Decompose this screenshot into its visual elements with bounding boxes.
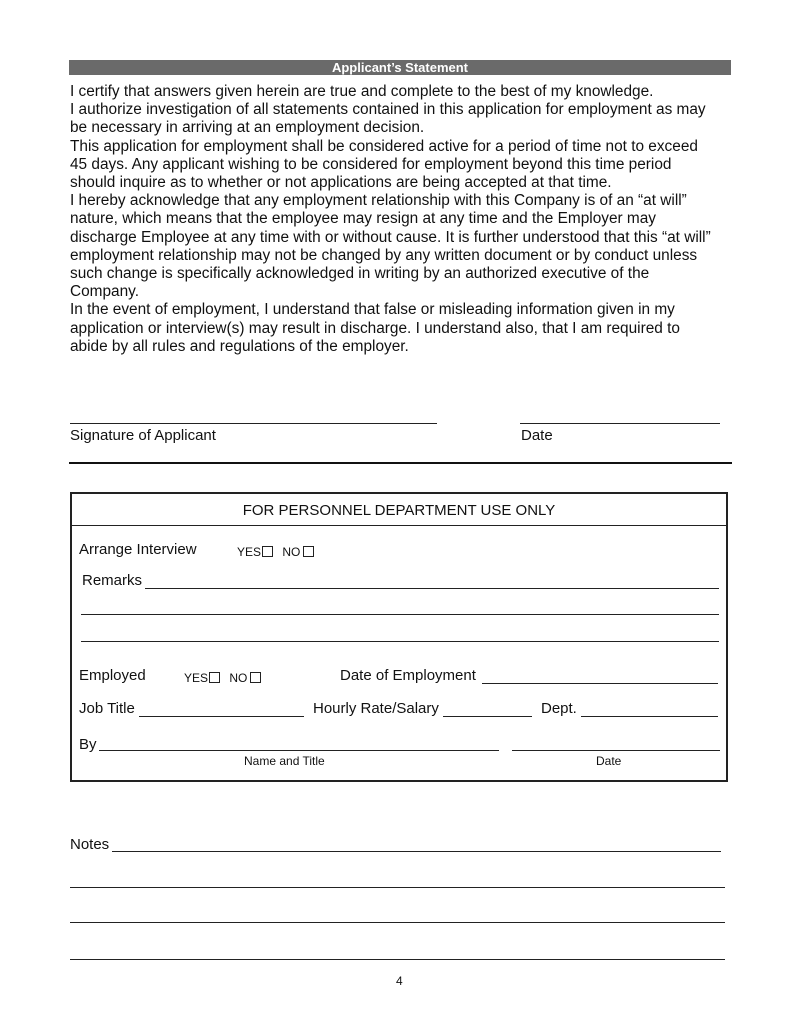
statement-text — [70, 83, 740, 356]
signature-date-field[interactable] — [520, 423, 720, 424]
statement-line: application or interview(s) may result in discharge. I understand also, that I am required to — [70, 319, 680, 337]
statement-line: In the event of employment, I understand that false or misleading information given in my — [70, 301, 675, 319]
interview-no-checkbox[interactable] — [303, 546, 314, 557]
statement-line: I authorize investigation of all statements contained in this application for employment as may — [70, 101, 706, 119]
employed-yes-label: YES — [184, 671, 209, 685]
dept-field[interactable] — [581, 716, 718, 717]
notes-field-line-4[interactable] — [70, 959, 725, 960]
section-divider — [69, 462, 732, 464]
by-date-caption: Date — [596, 754, 622, 768]
statement-line: be necessary in arriving at an employment decision. — [70, 119, 425, 137]
interview-yes-checkbox[interactable] — [262, 546, 273, 557]
hourly-rate-field[interactable] — [443, 716, 532, 717]
date-of-employment-label: Date of Employment — [340, 667, 476, 684]
by-name-title-field[interactable] — [99, 750, 499, 751]
statement-line: I certify that answers given herein are true and complete to the best of my knowledge. — [70, 83, 654, 100]
statement-line: employment relationship may not be changed by any written document or by conduct unless — [70, 246, 698, 264]
arrange-interview-label: Arrange Interview — [79, 541, 197, 558]
remarks-field-line-2[interactable] — [81, 614, 719, 615]
personnel-box-title: FOR PERSONNEL DEPARTMENT USE ONLY — [72, 494, 726, 526]
notes-field-line-1[interactable] — [112, 851, 721, 852]
page-number: 4 — [396, 974, 403, 988]
statement-line: This application for employment shall be considered active for a period of time not to exceed — [70, 137, 698, 155]
employed-no-label: NO — [229, 671, 248, 685]
name-and-title-caption: Name and Title — [244, 754, 325, 768]
statement-line: discharge Employee at any time with or without cause. It is further understood that this “at will” — [70, 228, 711, 246]
notes-label: Notes — [70, 836, 110, 853]
hourly-rate-label: Hourly Rate/Salary — [313, 700, 439, 717]
statement-line: 45 days. Any applicant wishing to be considered for employment beyond this time period — [70, 155, 672, 173]
notes-field-line-2[interactable] — [70, 887, 725, 888]
statement-line: such change is specifically acknowledged in writing by an authorized executive of the — [70, 265, 650, 283]
remarks-field-line-3[interactable] — [81, 641, 719, 642]
statement-line: nature, which means that the employee may resign at any time and the Employer may — [70, 210, 656, 228]
employed-label: Employed — [79, 667, 146, 684]
statement-line: abide by all rules and regulations of the employer. — [70, 337, 409, 355]
remarks-field-line-1[interactable] — [145, 588, 719, 589]
employed-no-checkbox[interactable] — [250, 672, 261, 683]
by-date-field[interactable] — [512, 750, 720, 751]
interview-no-label: NO — [282, 545, 301, 559]
statement-line: I hereby acknowledge that any employment relationship with this Company is of an “at will” — [70, 192, 687, 210]
employed-yes-checkbox[interactable] — [209, 672, 220, 683]
signature-date-label: Date — [521, 427, 553, 444]
notes-field-line-3[interactable] — [70, 922, 725, 923]
section-header-applicants-statement: Applicant’s Statement — [69, 60, 731, 75]
interview-yes-label: YES — [237, 545, 262, 559]
job-title-field[interactable] — [139, 716, 304, 717]
by-label: By — [79, 736, 97, 753]
signature-of-applicant-label: Signature of Applicant — [70, 427, 216, 444]
statement-line: should inquire as to whether or not applications are being accepted at that time. — [70, 174, 612, 192]
personnel-department-box — [70, 492, 728, 782]
arrange-interview-options — [237, 545, 314, 559]
job-title-label: Job Title — [79, 700, 135, 717]
statement-line: Company. — [70, 283, 140, 301]
applicant-signature-field[interactable] — [70, 423, 437, 424]
date-of-employment-field[interactable] — [482, 683, 718, 684]
dept-label: Dept. — [541, 700, 577, 717]
remarks-label: Remarks — [82, 572, 143, 589]
employed-options — [184, 671, 261, 685]
